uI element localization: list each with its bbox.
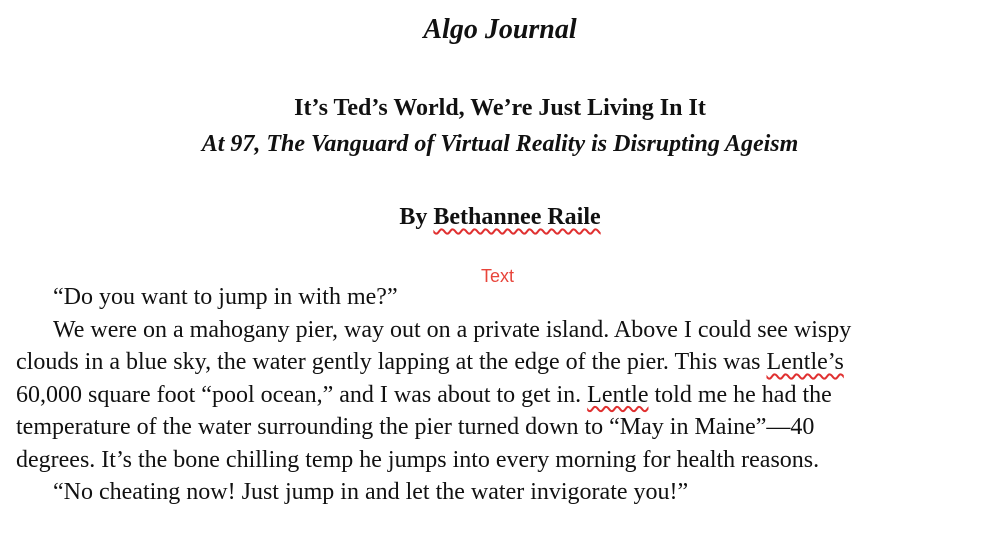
body-line-3-text: clouds in a blue sky, the water gently lapping at the edge of the pier. This was xyxy=(16,349,767,375)
byline-prefix: By xyxy=(399,204,434,230)
body-line-6: degrees. It’s the bone chilling temp he jumps into every morning for health reasons. xyxy=(16,446,820,473)
misspelled-word-lentle: Lentle xyxy=(587,381,649,408)
journal-title: Algo Journal xyxy=(423,14,577,45)
byline-author-name: Bethannee Raile xyxy=(433,204,601,230)
body-line-7: “No cheating now! Just jump in and let the water invigorate you!” xyxy=(53,479,689,505)
article-headline: It’s Ted’s World, We’re Just Living In It xyxy=(294,95,706,121)
text-cursor-marker[interactable]: Text xyxy=(481,266,515,286)
misspelled-word-lentles: Lentle’s xyxy=(766,349,844,375)
body-line-1: “Do you want to jump in with me?” xyxy=(53,284,398,310)
body-line-3 xyxy=(16,346,986,379)
body-line-4 xyxy=(16,379,986,412)
body-line-4-text-a: 60,000 square foot “pool ocean,” and I was about to get in. xyxy=(16,381,588,408)
article-subheadline: At 97, The Vanguard of Virtual Reality is Disrupting Ageism xyxy=(201,131,799,157)
body-line-2: We were on a mahogany pier, way out on a private island. Above I could see wispy xyxy=(53,316,852,343)
body-line-4-text-b: told me he had the xyxy=(648,381,832,408)
article-body[interactable] xyxy=(16,281,986,509)
byline xyxy=(0,204,1000,231)
body-line-5: temperature of the water surrounding the pier turned down to “May in Maine”—40 xyxy=(16,414,815,440)
